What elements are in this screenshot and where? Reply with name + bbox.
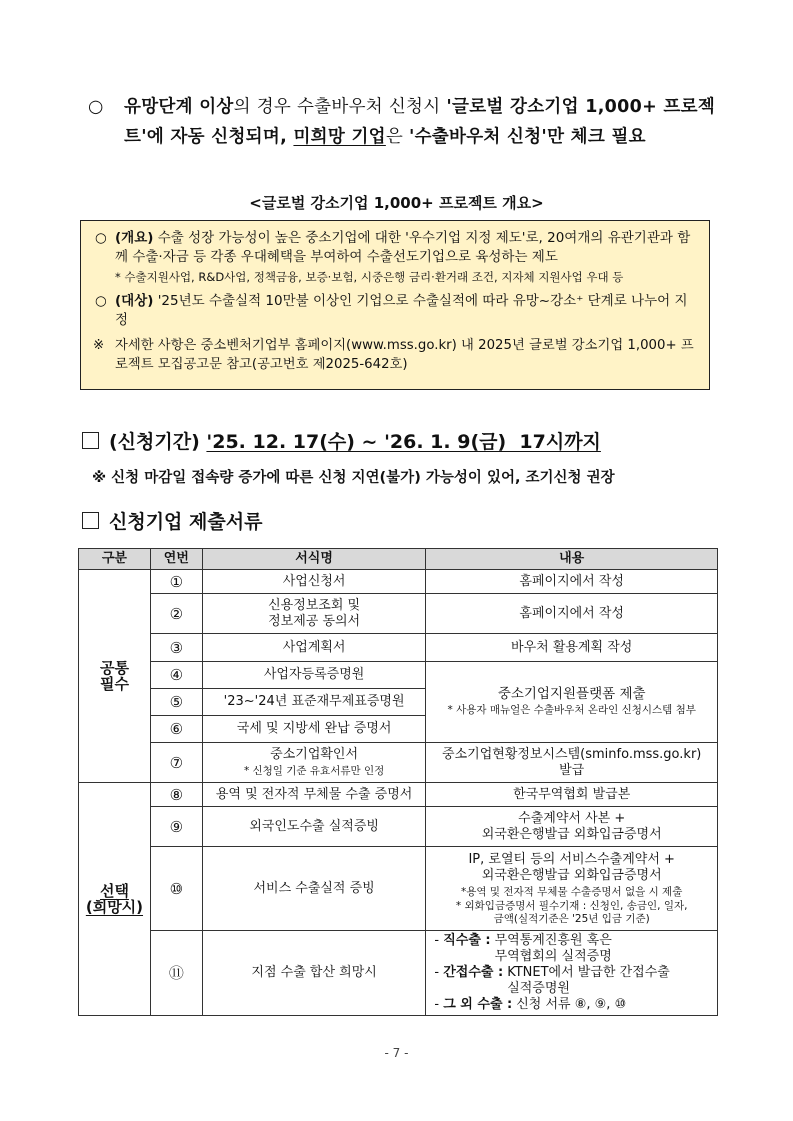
intro-paragraph	[88, 92, 728, 152]
table-row	[79, 634, 718, 662]
checkbox-square-icon	[82, 512, 99, 529]
service-note-2: * 외화입금증명서 필수기재 : 신청인, 송금인, 일자, 금액(실적기준은 '25년 입금 기준)	[455, 899, 688, 925]
branch-content-cell	[426, 931, 718, 1016]
other-export-line: - 그 외 수출 : 신청 서류 ⑧, ⑨, ⑩	[434, 997, 627, 1012]
intro-project-name: '글로벌 강소기업 1,000+ 프로젝트'	[124, 97, 716, 147]
table-header-row	[79, 549, 718, 570]
form-name: 지점 수출 합산 희망시	[202, 931, 426, 1016]
row-number: ③	[150, 634, 202, 662]
content-cell: 한국무역협회 발급본	[426, 783, 718, 807]
header-content: 내용	[426, 549, 718, 570]
form-note: * 신청일 기준 유효서류만 인정	[243, 764, 385, 777]
docs-heading	[82, 507, 262, 534]
early-apply-notice: ※ 신청 마감일 접속량 증가에 따른 신청 지연(불가) 가능성이 있어, 조기신청 권장	[92, 470, 615, 486]
target-label: (대상)	[115, 293, 154, 309]
table-row	[79, 931, 718, 1016]
form-name: 사업자등록증명원	[202, 662, 426, 689]
row-number: ⑤	[150, 689, 202, 716]
form-name: 사업신청서	[202, 570, 426, 594]
overview-item-summary	[93, 229, 697, 267]
row-number: ⑩	[150, 847, 202, 931]
row-number: ⑥	[150, 716, 202, 743]
form-name: 중소기업확인서	[270, 746, 359, 762]
header-no: 연번	[150, 549, 202, 570]
period-heading	[82, 427, 601, 454]
intro-text-1: 의 경우 수출바우처 신청시	[233, 97, 447, 117]
reference-marker: ※	[93, 338, 105, 353]
overview-box	[80, 220, 710, 390]
other-export-text: 신청 서류 ⑧, ⑨, ⑩	[516, 997, 627, 1012]
content-cell: 중소기업현황정보시스템(sminfo.mss.go.kr) 발급	[426, 743, 718, 783]
overview-note: * 수출지원사업, R&D사업, 정책금융, 보증·보험, 시중은행 금리·환거래 조건, 지자체 지원사업 우대 등	[115, 270, 624, 284]
documents-table	[78, 548, 718, 1016]
content-cell: 홈페이지에서 작성	[426, 594, 718, 634]
form-name: 서비스 수출실적 증빙	[202, 847, 426, 931]
period-value: '25. 12. 17(수) ~ '26. 1. 9(금) 17시까지	[206, 431, 601, 453]
row-number: ⑧	[150, 783, 202, 807]
table-row	[79, 847, 718, 931]
page-number: - 7 -	[384, 1046, 409, 1060]
intro-check-only: '수출바우처 신청'만 체크 필요	[408, 127, 646, 147]
form-name: 외국인도수출 실적증빙	[202, 807, 426, 847]
content-cell: 수출계약서 사본 + 외국환은행발급 외화입금증명서	[426, 807, 718, 847]
row-number: ⑨	[150, 807, 202, 847]
row-number: ⑦	[150, 743, 202, 783]
target-text: '25년도 수출실적 10만불 이상인 기업으로 수출실적에 따라 유망~강소⁺ 단계로 나누어 지정	[115, 293, 688, 328]
service-note-1: *용역 및 전자적 무체물 수출증명서 없을 시 제출	[461, 885, 683, 898]
table-row	[79, 783, 718, 807]
form-name: 국세 및 지방세 완납 증명서	[202, 716, 426, 743]
overview-bullet: ○	[95, 230, 107, 246]
form-name: 사업계획서	[202, 634, 426, 662]
overview-label: (개요)	[115, 230, 154, 246]
direct-export-text: 무역통계진흥원 혹은 무역협회의 실적증명	[494, 933, 612, 964]
overview-item-target	[93, 292, 697, 330]
row-number: ①	[150, 570, 202, 594]
table-row	[79, 743, 718, 783]
form-name: 용역 및 전자적 무체물 수출 증명서	[202, 783, 426, 807]
indirect-export-label: 간접수출 :	[443, 965, 504, 980]
row-number: ②	[150, 594, 202, 634]
platform-note: * 사용자 매뉴얼은 수출바우처 온라인 신청시스템 첨부	[447, 704, 696, 716]
period-label: (신청기간)	[109, 431, 200, 453]
platform-content: 중소기업지원플랫폼 제출	[497, 686, 646, 702]
row-number: ④	[150, 662, 202, 689]
overview-reference	[93, 336, 697, 374]
form-name: '23~'24년 표준재무제표증명원	[202, 689, 426, 716]
intro-stage: 유망단계 이상	[124, 97, 234, 117]
table-row	[79, 662, 718, 689]
content-cell: 홈페이지에서 작성	[426, 570, 718, 594]
intro-text-2: 에 자동 신청되며,	[146, 127, 294, 147]
docs-title: 신청기업 제출서류	[109, 511, 263, 533]
form-name-cell	[202, 743, 426, 783]
direct-export-label: 직수출 :	[443, 933, 491, 948]
direct-export-line: - 직수출 : 무역통계진흥원 혹은 무역협회의 실적증명	[434, 933, 612, 964]
service-content-cell	[426, 847, 718, 931]
table-row	[79, 570, 718, 594]
service-content: IP, 로열티 등의 서비스수출계약서 + 외국환은행발급 외화입금증명서	[468, 851, 675, 883]
row-number: ⑪	[150, 931, 202, 1016]
overview-text: 수출 성장 가능성이 높은 중소기업에 대한 '우수기업 지정 제도'로, 20여개의 유관기관과 함께 수출·자금 등 각종 우대혜택을 부여하여 수출선도기업으로 육성하는 제도	[115, 230, 691, 265]
platform-content-cell	[426, 662, 718, 743]
intro-bullet: ○	[88, 97, 104, 117]
other-export-label: 그 외 수출 :	[443, 997, 513, 1012]
target-bullet: ○	[95, 293, 107, 309]
group-optional: 선택 (희망시)	[79, 783, 151, 1016]
checkbox-square-icon	[82, 432, 99, 449]
indirect-export-line: - 간접수출 : KTNET에서 발급한 간접수출 실적증명원	[434, 965, 670, 996]
intro-text-3: 은	[385, 127, 409, 147]
group-required: 공통 필수	[79, 570, 151, 783]
header-form: 서식명	[202, 549, 426, 570]
table-row	[79, 807, 718, 847]
header-group: 구분	[79, 549, 151, 570]
overview-title: <글로벌 강소기업 1,000+ 프로젝트 개요>	[249, 194, 544, 212]
form-name: 신용정보조회 및 정보제공 동의서	[202, 594, 426, 634]
table-row	[79, 594, 718, 634]
reference-text: 자세한 사항은 중소벤처기업부 홈페이지(www.mss.go.kr) 내 2025년 글로벌 강소기업 1,000+ 프로젝트 모집공고문 참고(공고번호 제2025-642호)	[115, 338, 694, 372]
content-cell: 바우처 활용계획 작성	[426, 634, 718, 662]
indirect-export-text: KTNET에서 발급한 간접수출 실적증명원	[507, 965, 670, 996]
intro-nonwish: 미희망 기업	[293, 127, 386, 147]
